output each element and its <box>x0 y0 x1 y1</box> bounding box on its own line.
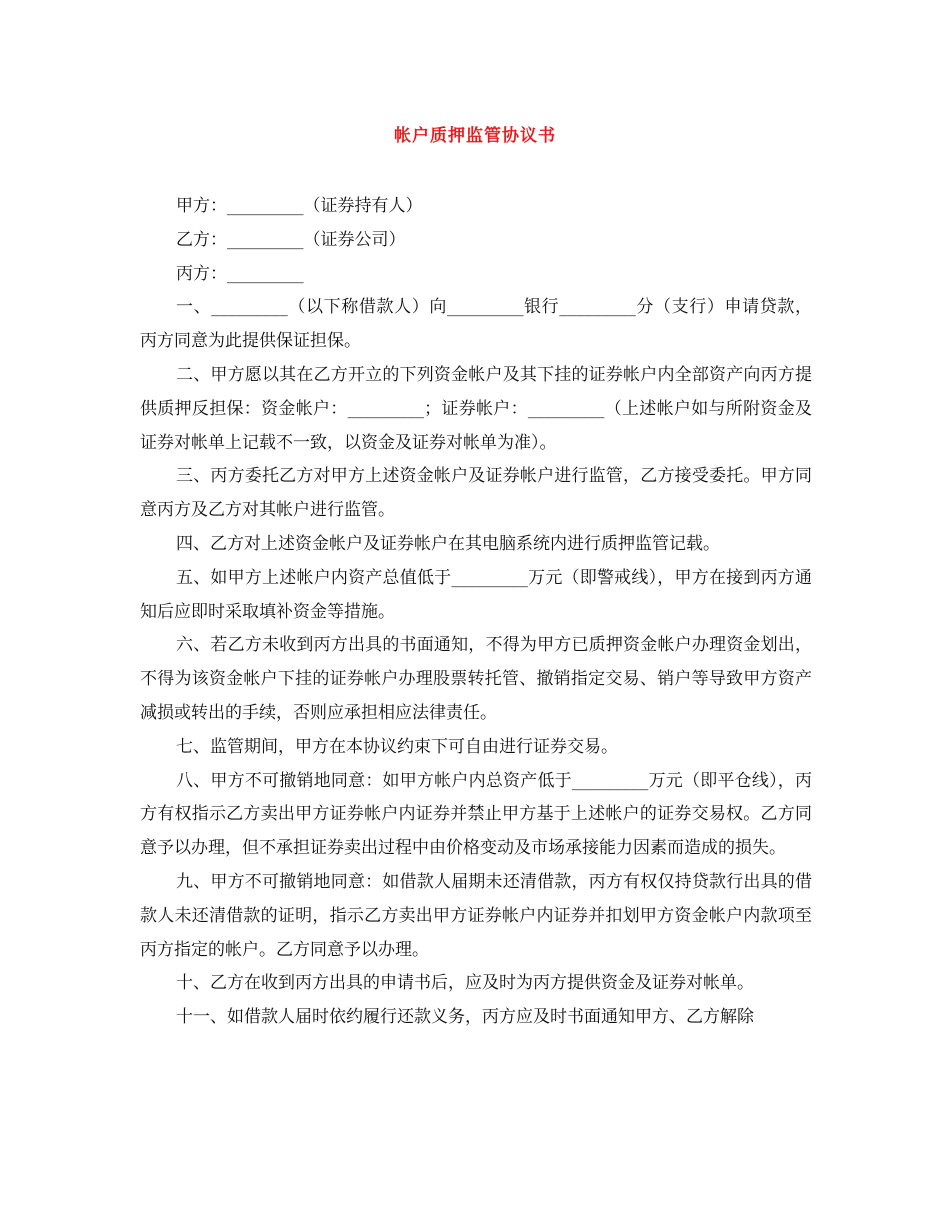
clause-5: 五、如甲方上述帐户内资产总值低于_________万元（即警戒线），甲方在接到丙方通知后应即时采取填补资金等措施。 <box>140 567 812 622</box>
party-b-line: 乙方：_________（证券公司） <box>176 229 406 250</box>
clause-2: 二、甲方愿以其在乙方开立的下列资金帐户及其下挂的证券帐户内全部资产向丙方提供质押反担保：资金帐户：_________；证券帐户：_________（上述帐户如与所附资金及证券对帐单上记载不一致，以资金及证券对帐单为准）。 <box>140 364 812 453</box>
clause-11: 十一、如借款人届时依约履行还款义务，丙方应及时书面通知甲方、乙方解除 <box>176 1007 754 1028</box>
clause-7: 七、监管期间，甲方在本协议约束下可自由进行证券交易。 <box>176 736 618 757</box>
clause-10: 十、乙方在收到丙方出具的申请书后，应及时为丙方提供资金及证券对帐单。 <box>176 973 754 994</box>
clause-4: 四、乙方对上述资金帐户及证券帐户在其电脑系统内进行质押监管记载。 <box>176 533 720 554</box>
clause-3: 三、丙方委托乙方对甲方上述资金帐户及证券帐户进行监管，乙方接受委托。甲方同意丙方及乙方对其帐户进行监管。 <box>140 466 812 521</box>
party-a-line: 甲方：_________（证券持有人） <box>176 196 423 216</box>
clause-8: 八、甲方不可撤销地同意：如甲方帐户内总资产低于_________万元（即平仓线），丙方有权指示乙方卖出甲方证券帐户内证券并禁止甲方基于上述帐户的证券交易权。乙方同意予以办理，但不承担证券卖出过程中由价格变动及市场承接能力因素而造成的损失。 <box>140 770 812 859</box>
party-c-line: 丙方：_________ <box>176 263 304 284</box>
clause-1: 一、_________（以下称借款人）向_________银行_________分（支行）申请贷款，丙方同意为此提供保证担保。 <box>140 297 812 352</box>
document-title: 帐户质押监管协议书 <box>394 126 556 146</box>
clause-9: 九、甲方不可撤销地同意：如借款人届期未还清借款，丙方有权仅持贷款行出具的借款人未还清借款的证明，指示乙方卖出甲方证券帐户内证券并扣划甲方资金帐户内款项至丙方指定的帐户。乙方同意予以办理。 <box>140 871 812 960</box>
document-body <box>140 190 812 1035</box>
clause-6: 六、若乙方未收到丙方出具的书面通知，不得为甲方已质押资金帐户办理资金划出，不得为该资金帐户下挂的证券帐户办理股票转托管、撤销指定交易、销户等导致甲方资产减损或转出的手续，否则应承担相应法律责任。 <box>140 635 812 723</box>
